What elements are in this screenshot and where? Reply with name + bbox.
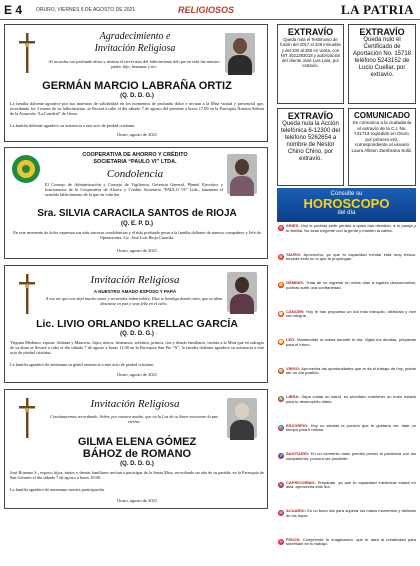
horoscope-panel [277, 188, 416, 510]
page-number: E 4 [4, 3, 22, 17]
cooperative-name-line1: COOPERATIVA DE AHORRO Y CRÉDITO [45, 152, 225, 159]
cooperative-name [45, 152, 225, 166]
obit-body: La familia doliente agradece por sus muestras de solidaridad en los momentos de profundo dolor e invitan a la Misa virtual y presencial que, recordando los 3 meses de su fallecimiento, se llevará a cabo el día sábado 7 de agosto del presente a horas 17:00 en la Parroquia Nuestra Señora de la Asunción “La Catedral” de Oruro. [10, 101, 264, 117]
condolence-intro: El Consejo de Administración y Consejo de Vigilancia, Gerencia General, Plantel Ejecutivo y funcionarios de la Cooperativa de Ahorro y Crédito Societaria “PAULO VI” Ltda., lamentan el sensible fallecimiento de la que en vida fue: [45, 182, 223, 198]
obit-place-date: Oruro, agosto de 2021 [5, 132, 269, 137]
obit-closing: La familia agradece de antemano vuestra participación. [10, 487, 264, 492]
sign-escorpio: ♏ ESCORPIO: Hoy no sientas la presión que te gustaría ver, date un tiempo para ti mismo. [277, 424, 416, 453]
sign-geminis: ♊ GÉMINIS: Trata de no ingresar en estos días a lugares desconocidos, podrías sufrir una contrariedad. [277, 281, 416, 310]
rip-label: (Q. D. D. G.) [5, 93, 269, 99]
rip-label: (Q. D. D. G.) [5, 461, 269, 467]
obit-place-date: Oruro, agosto de 2021 [5, 498, 269, 503]
dedication-heading: A NUESTRO AMADO ESPOSO Y PAPÁ [45, 289, 225, 294]
cancer-icon: ♋ [278, 311, 284, 317]
notice-title: COMUNICADO [349, 111, 415, 120]
deceased-name: Lic. LIVIO ORLANDO KRELLAC GARCÍA [5, 318, 269, 330]
sign-tauro: ♉ TAURO: Aprovecha, ya que tu capacidad mental está muy fresca, tendrás éxito en lo que te propongas. [277, 253, 416, 282]
pisces-icon: ♓ [278, 539, 284, 545]
gemini-icon: ♊ [278, 282, 284, 288]
rip-label: (Q. D. D. G.) [5, 331, 269, 337]
notice-title: EXTRAVÍO [278, 111, 343, 121]
crucifix-icon [17, 396, 37, 440]
deceased-photo [227, 272, 257, 312]
deceased-photo [225, 33, 255, 73]
obit-title: Invitación Religiosa [45, 274, 225, 286]
horoscope-header-line3: del día [277, 210, 416, 216]
taurus-icon: ♉ [278, 254, 284, 260]
aquarius-icon: ♒ [278, 510, 284, 516]
deceased-name-line1: GILMA ELENA GÓMEZ [5, 436, 269, 448]
obit-title-line1: Agradecimiento e [45, 31, 225, 43]
condolence-rioja [4, 147, 268, 259]
obit-body: Virginia Medrano, esposa; Adriana y Mauricio, hijos; nietos, hermanos, sobrinos, primos, tíos y demás familiares, invitan a la Misa que en sufragio de su alma se llevará a cabo el día sábado 7 de agosto a horas 11:00 en la Parroquia San Pío “X”, la familia doliente agradece su asistencia a este acto de piedad cristiana. [10, 340, 264, 356]
notice-text: Queda nulo el Certificado de Aportación No. 15718 teléfono 5243152 de Lucio Cuellar, por extravío. [349, 37, 415, 79]
obit-title: Invitación Religiosa [45, 398, 225, 410]
notice-text: Queda nula la Acción telefónica 6-12300 del teléfono 5262654 a nombre de Nestor Chino Chino, por extravío. [278, 121, 343, 163]
obit-title-line2: Invitación Religiosa [45, 43, 225, 55]
horoscope-header-line1: Consulte su [277, 188, 416, 197]
sign-capricornio: ♑ CAPRICORNIO: Prepárate, ya que tu capacidad intelectual estará en alza, aprovecha este día. [277, 481, 416, 510]
cooperative-name-line2: SOCIETARIA “PAULO VI” LTDA. [45, 159, 225, 166]
deceased-name-line2: BÁHOZ de ROMANO [5, 448, 269, 460]
notice-extravio-1 [277, 24, 344, 104]
invitation-gomez [4, 389, 268, 509]
rip-label: (Q. E. P. D.) [5, 221, 269, 227]
obit-closing: La familia agradece de antemano su gentil asistencia a este acto de piedad cristiana. [10, 362, 264, 367]
sign-leo: ♌ LEO: Mantendrás la calma durante el día. Vigila tus deudas, prepárate para el futuro. [277, 338, 416, 367]
leo-icon: ♌ [278, 339, 284, 345]
condolence-title: Condolencia [45, 168, 225, 180]
obituary-labrana [4, 24, 268, 142]
obit-body: José Romano S., esposo; hijos, nietos y demás familiares invitan a participar de la Santa Misa, recordando un año de su partida, en la Parroquia de San Gerardo el día sábado 7 de agosto a horas 18:00. [10, 470, 264, 480]
section-title: RELIGIOSOS [178, 5, 234, 15]
invitation-krellac [4, 265, 268, 383]
deceased-name: Sra. SILVIA CARACILA SANTOS de RIOJA [5, 208, 269, 219]
capricorn-icon: ♑ [278, 482, 284, 488]
sign-sagitario: ♐ SAGITARIO: En un momento dado puedes perder la paciencia con tus compañeros, procura ser prudente. [277, 452, 416, 481]
scorpio-icon: ♏ [278, 425, 284, 431]
notice-title: EXTRAVÍO [349, 27, 415, 37]
crucifix-icon [17, 31, 37, 75]
dedication-quote: A ese ser que nos dejó mucho amor y recuerdos imborrables, Dios te bendiga donde estés, que tu alma descanse en paz y seas feliz en el cielo. [45, 296, 223, 306]
page-header [0, 0, 420, 20]
notice-comunicado [348, 108, 416, 186]
notice-text: Queda nula el Testimonio de fusión del 2017 el 329 inmueble y del 330 al 350 en venta, con NIT 4021393018 y autorización del cliente José Luis Lara, por extravío. [278, 37, 343, 69]
notice-title: EXTRAVÍO [278, 27, 343, 37]
notice-extravio-3 [277, 108, 344, 186]
cooperative-logo-icon [11, 154, 41, 184]
deceased-photo [227, 398, 257, 438]
horoscope-signs [277, 222, 416, 566]
sign-piscis: ♓ PISCIS: Comprende tu imaginación, que te dará la creatividad para sobresalir en tu trabajo. [277, 538, 416, 566]
sign-cancer: ♋ CÁNCER: Hoy te has propuesto un día más tranquilo, disfrútalo y vive con alegría. [277, 310, 416, 339]
obit-intro: Continuaremos recordando, Señor, por nuestra madre, que en la Luz de tu Amor encuentre la paz eterna: [45, 414, 223, 424]
horoscope-header [277, 188, 416, 222]
notice-extravio-2 [348, 24, 416, 104]
crucifix-icon [17, 272, 37, 316]
sign-acuario: ♒ ACUARIO: Es un buen día para superar los malos momentos y disfrutar de los tuyos. [277, 509, 416, 538]
horoscope-header-title: HOROSCOPO [277, 197, 416, 210]
condolence-body: En este momento de dolor expresan sus más sinceras condolencias y el más profundo pesar a la familia doliente de nuestro compañero y Jefe de Operaciones, Lic. José Luis Rioja Caracila. [10, 230, 264, 240]
newspaper-logo: LA PATRIA [341, 2, 414, 18]
aries-icon: ♈ [278, 225, 284, 231]
obit-title [45, 31, 225, 55]
sagittarius-icon: ♐ [278, 453, 284, 459]
notice-text: Se comunica a la ciudadanía el extravío de la C.I. No. 741713 expedido en Oruro, por primera vez, correspondiente al usuario Laura Allison Zambrana Soliz. [349, 120, 415, 154]
obit-closing: La familia doliente agradece su asistencia a este acto de piedad cristiana. [10, 123, 264, 128]
libra-icon: ♎ [278, 396, 284, 402]
deceased-photo [227, 154, 257, 194]
deceased-name: GERMÁN MARCIO LABRAÑA ORTIZ [5, 80, 269, 92]
sign-virgo: ♍ VIRGO: Aprovecha las oportunidades que te da el trabajo de hoy, puede ser un día positivo. [277, 367, 416, 396]
virgo-icon: ♍ [278, 368, 284, 374]
obit-place-date: Oruro, agosto de 2021 [5, 248, 269, 253]
header-date: ORURO, VIERNES 6 DE AGOSTO DE 2021 [36, 7, 135, 13]
obit-intro: Al recordar con profundo dolor y tristeza el tercer mes del fallecimiento del que en vida fue nuestro padre, hijo, hermano y tío: [45, 59, 223, 69]
sign-aries: ♈ ARIES: Hoy le podrías pedir perdón a quien has ofendido, a tu pareja y tu familia. No seas exigente con la gente y mantén la calma. [277, 224, 416, 253]
sign-libra: ♎ LIBRA: Sepa cuidar su salud, es prioritario mantener un buen estado para tu desempeño diario. [277, 395, 416, 424]
obit-place-date: Oruro, agosto de 2021 [5, 372, 269, 377]
